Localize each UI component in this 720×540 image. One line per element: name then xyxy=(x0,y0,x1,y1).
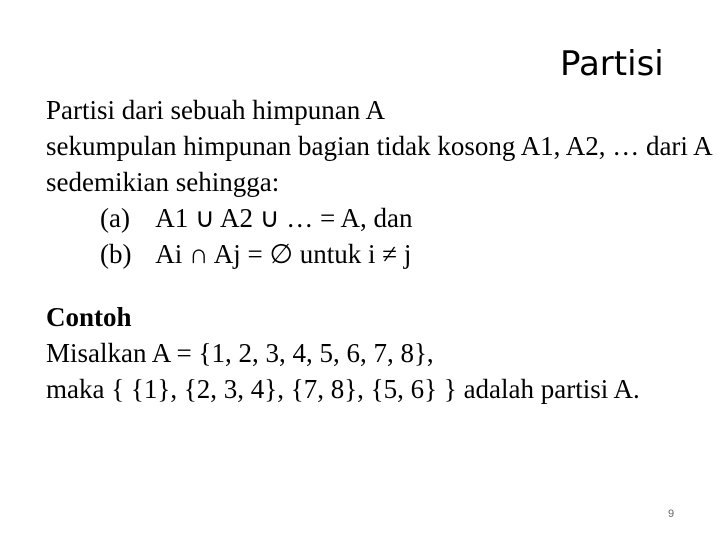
slide-body xyxy=(46,92,720,407)
condition-b-text: Ai ∩ Aj = ∅ untuk i ≠ j xyxy=(155,239,412,269)
slide-title: Partisi xyxy=(560,44,664,84)
example-heading: Contoh xyxy=(46,302,132,332)
definition-line-3: sedemikian sehingga: xyxy=(46,167,280,197)
example-line-2: maka { {1}, {2, 3, 4}, {7, 8}, {5, 6} } adalah partisi A. xyxy=(46,374,640,404)
condition-b-label: (b) xyxy=(100,239,132,269)
condition-a xyxy=(46,200,720,236)
section-spacer xyxy=(46,272,720,299)
definition-line-2: sekumpulan himpunan bagian tidak kosong A1, A2, … dari A xyxy=(46,131,713,161)
condition-a-label: (a) xyxy=(100,203,130,233)
page-number: 9 xyxy=(668,508,675,520)
condition-b xyxy=(46,236,720,272)
condition-a-text: A1 ∪ A2 ∪ … = A, dan xyxy=(155,203,413,233)
example-line-1: Misalkan A = {1, 2, 3, 4, 5, 6, 7, 8}, xyxy=(46,338,434,368)
definition-line-1: Partisi dari sebuah himpunan A xyxy=(46,95,385,125)
